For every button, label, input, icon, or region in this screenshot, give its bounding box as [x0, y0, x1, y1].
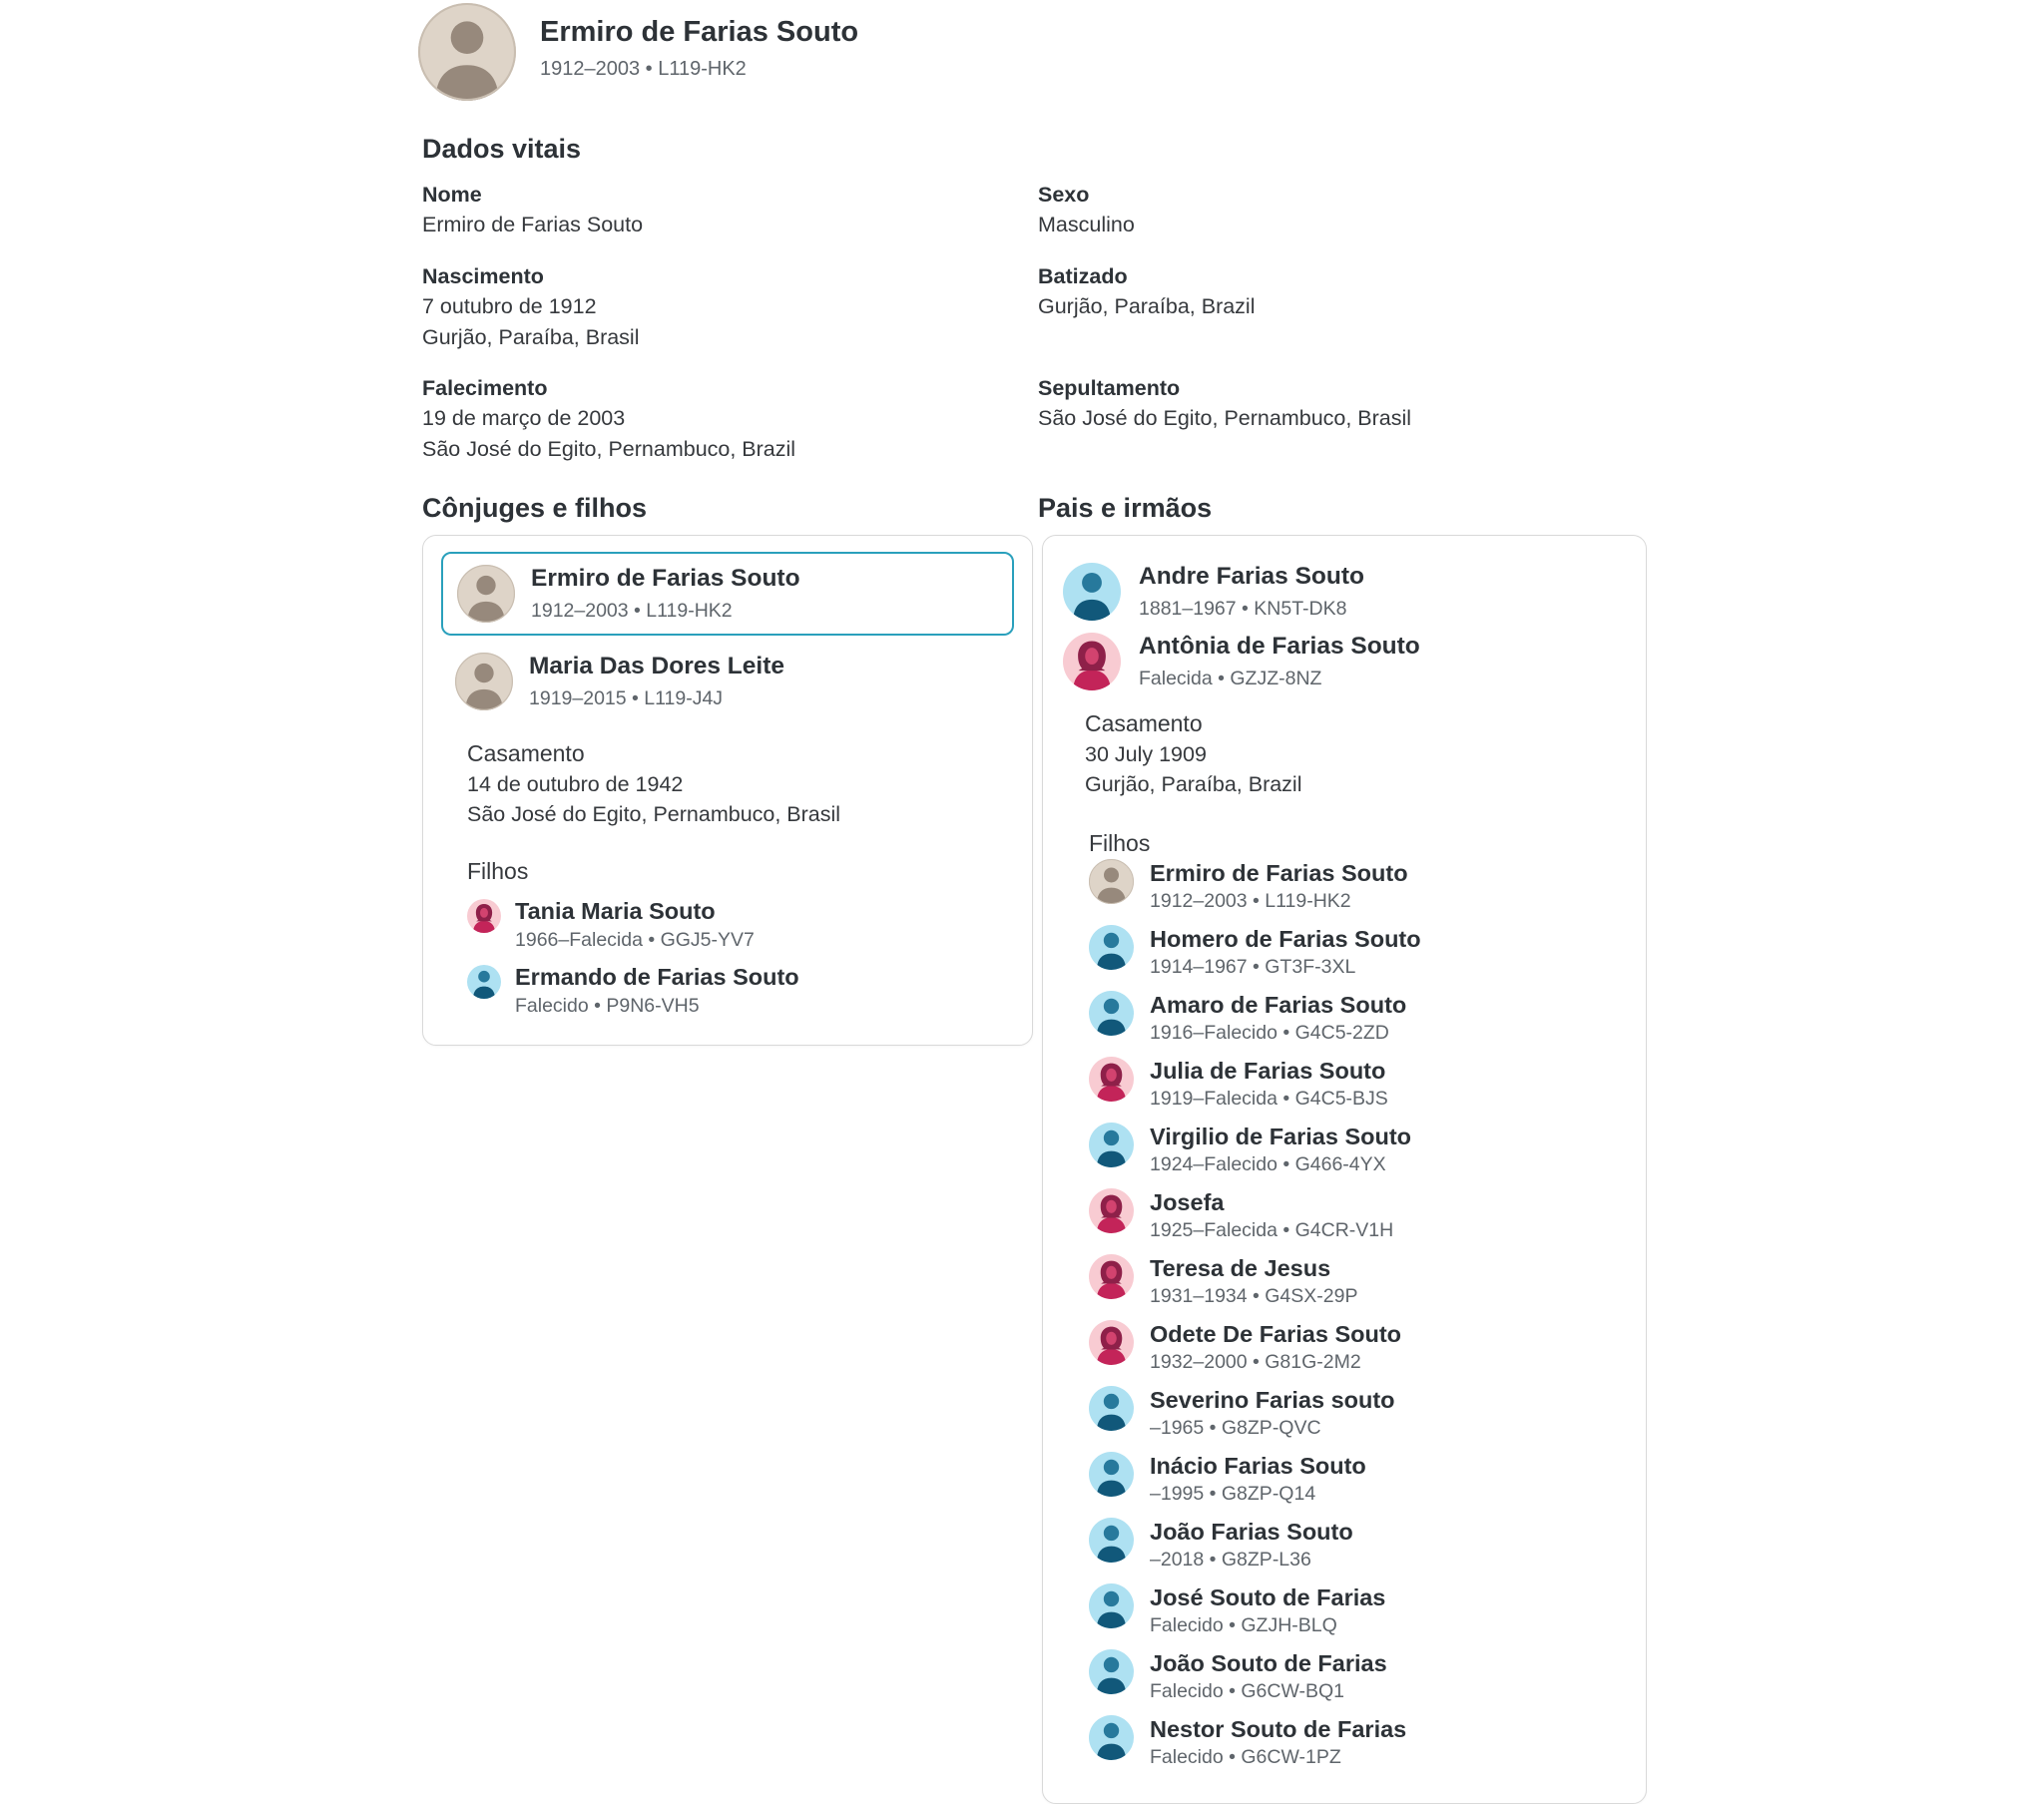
- sibling-row[interactable]: [1089, 1057, 1626, 1115]
- sibling-row[interactable]: [1089, 1583, 1626, 1641]
- person-text: [1150, 1188, 1393, 1246]
- page-title: Ermiro de Farias Souto: [540, 16, 859, 48]
- person-text: [1150, 1123, 1411, 1180]
- person-name: João Souto de Farias: [1150, 1650, 1387, 1676]
- parents-siblings-card: [1042, 535, 1647, 1804]
- person-text: [1150, 1649, 1387, 1707]
- male-silhouette-icon: [1089, 1123, 1134, 1167]
- person-name: Odete De Farias Souto: [1150, 1321, 1402, 1347]
- vital-value: 7 outubro de 1912: [422, 294, 597, 318]
- female-silhouette-icon: [1089, 1188, 1134, 1233]
- person-name: Virgilio de Farias Souto: [1150, 1124, 1412, 1149]
- children-block: [467, 855, 1014, 1019]
- person-text: [1150, 1452, 1366, 1510]
- person-text: [1150, 1254, 1357, 1312]
- person-name: José Souto de Farias: [1150, 1584, 1386, 1610]
- person-text: [1150, 1715, 1406, 1773]
- person-text: [1150, 1320, 1401, 1378]
- vital-label: Nascimento: [422, 264, 544, 288]
- sibling-row[interactable]: [1089, 1123, 1626, 1180]
- male-silhouette-icon: [1089, 1386, 1134, 1431]
- person-text: [1150, 925, 1421, 983]
- person-text: [1139, 562, 1364, 622]
- person-lifespan-id: –2018 • G8ZP-L36: [1150, 1549, 1311, 1571]
- person-text: [1150, 1583, 1385, 1641]
- person-lifespan-id: 1924–Falecido • G466-4YX: [1150, 1153, 1386, 1175]
- male-silhouette-icon: [1063, 563, 1121, 621]
- vital-field-sepultamento: [1038, 373, 1617, 434]
- person-text: [1150, 991, 1406, 1049]
- male-silhouette-icon: [1089, 1518, 1134, 1563]
- person-lifespan-id: Falecida • GZJZ-8NZ: [1139, 668, 1322, 689]
- person-name: Josefa: [1150, 1189, 1225, 1215]
- vital-label: Sexo: [1038, 183, 1090, 207]
- marriage-label: Casamento: [467, 740, 585, 766]
- sibling-row[interactable]: [1089, 1452, 1626, 1510]
- vital-value: Ermiro de Farias Souto: [422, 213, 644, 236]
- vitals-section-title: Dados vitais: [422, 134, 582, 164]
- person-lifespan-id: 1912–2003 • L119-HK2: [540, 58, 747, 80]
- person-name: Inácio Farias Souto: [1150, 1453, 1366, 1479]
- male-silhouette-icon: [1089, 1583, 1134, 1628]
- person-text: [1150, 859, 1408, 917]
- person-lifespan-id: Falecido • G6CW-BQ1: [1150, 1680, 1345, 1702]
- person-lifespan-id: Falecido • GZJH-BLQ: [1150, 1614, 1337, 1636]
- vital-value: Gurjão, Paraíba, Brasil: [422, 325, 640, 349]
- female-silhouette-icon: [1089, 1254, 1134, 1299]
- sibling-row[interactable]: [1089, 1715, 1626, 1773]
- person-lifespan-id: 1881–1967 • KN5T-DK8: [1139, 598, 1347, 620]
- spouses-section-title: Cônjuges e filhos: [422, 493, 648, 523]
- person-name: Nestor Souto de Farias: [1150, 1716, 1407, 1742]
- person-name: Severino Farias souto: [1150, 1387, 1395, 1413]
- siblings-block: [1089, 827, 1626, 1773]
- male-silhouette-icon: [1089, 991, 1134, 1036]
- person-lifespan-id: Falecido • P9N6-VH5: [515, 995, 700, 1017]
- spouse-row[interactable]: [441, 642, 1014, 721]
- vital-value: Masculino: [1038, 213, 1135, 236]
- vital-value: Gurjão, Paraíba, Brazil: [1038, 294, 1256, 318]
- person-lifespan-id: 1919–2015 • L119-J4J: [529, 687, 724, 709]
- vital-label: Falecimento: [422, 376, 548, 400]
- sibling-row[interactable]: [1089, 925, 1626, 983]
- person-lifespan-id: 1912–2003 • L119-HK2: [531, 600, 733, 622]
- parents-section-title: Pais e irmãos: [1038, 493, 1213, 523]
- male-silhouette-icon: [1089, 1649, 1134, 1694]
- vital-field-nascimento: [422, 261, 1001, 353]
- person-lifespan-id: 1925–Falecida • G4CR-V1H: [1150, 1219, 1394, 1241]
- children-label: Filhos: [1089, 830, 1151, 856]
- person-text: [515, 897, 755, 953]
- person-lifespan-id: 1912–2003 • L119-HK2: [1150, 890, 1351, 912]
- person-text: [529, 652, 784, 711]
- marriage-block: [467, 737, 1014, 829]
- male-silhouette-icon: [467, 965, 501, 999]
- female-silhouette-icon: [1089, 1057, 1134, 1102]
- person-name: Ermiro de Farias Souto: [1150, 860, 1408, 886]
- person-name: Antônia de Farias Souto: [1139, 633, 1420, 660]
- marriage-date: 30 July 1909: [1085, 742, 1207, 766]
- marriage-date: 14 de outubro de 1942: [467, 772, 684, 796]
- person-lifespan-id: 1914–1967 • GT3F-3XL: [1150, 956, 1356, 978]
- person-name: João Farias Souto: [1150, 1519, 1353, 1545]
- vital-value: São José do Egito, Pernambuco, Brasil: [1038, 406, 1412, 430]
- vital-value: São José do Egito, Pernambuco, Brazil: [422, 437, 796, 461]
- person-name: Ermando de Farias Souto: [515, 964, 799, 990]
- vital-field-sexo: [1038, 180, 1617, 240]
- person-lifespan-id: 1966–Falecida • GGJ5-YV7: [515, 929, 755, 951]
- person-name: Julia de Farias Souto: [1150, 1058, 1386, 1084]
- sibling-row[interactable]: [1089, 1320, 1626, 1378]
- person-text: [1139, 632, 1420, 691]
- marriage-place: Gurjão, Paraíba, Brazil: [1085, 772, 1302, 796]
- person-lifespan-id: 1931–1934 • G4SX-29P: [1150, 1285, 1358, 1307]
- person-lifespan-id: 1916–Falecido • G4C5-2ZD: [1150, 1022, 1389, 1044]
- person-lifespan-id: –1995 • G8ZP-Q14: [1150, 1483, 1316, 1505]
- male-silhouette-icon: [1089, 925, 1134, 970]
- vital-field-batizado: [1038, 261, 1617, 322]
- sibling-row[interactable]: [1089, 1649, 1626, 1707]
- female-silhouette-icon: [1089, 1320, 1134, 1365]
- person-name: Maria Das Dores Leite: [529, 653, 784, 679]
- vital-label: Sepultamento: [1038, 376, 1181, 400]
- vital-field-nome: [422, 180, 1001, 240]
- photo-avatar: [457, 565, 515, 623]
- person-name: Teresa de Jesus: [1150, 1255, 1331, 1281]
- person-lifespan-id: Falecido • G6CW-1PZ: [1150, 1746, 1341, 1768]
- photo-avatar: [418, 3, 516, 101]
- person-lifespan-id: –1965 • G8ZP-QVC: [1150, 1417, 1321, 1439]
- marriage-block: [1085, 707, 1626, 799]
- marriage-place: São José do Egito, Pernambuco, Brasil: [467, 802, 841, 826]
- person-name: Ermiro de Farias Souto: [531, 565, 800, 592]
- sibling-row[interactable]: [1089, 859, 1626, 917]
- person-name: Amaro de Farias Souto: [1150, 992, 1407, 1018]
- sibling-row[interactable]: [1089, 1386, 1626, 1444]
- person-lifespan-id: 1919–Falecida • G4C5-BJS: [1150, 1088, 1388, 1110]
- child-row[interactable]: [467, 897, 1014, 953]
- mother-row[interactable]: [1063, 632, 1626, 691]
- person-header: [418, 3, 858, 101]
- person-header-text: [540, 3, 858, 81]
- vital-value: 19 de março de 2003: [422, 406, 626, 430]
- person-name: Tania Maria Souto: [515, 898, 716, 924]
- sibling-row[interactable]: [1089, 1254, 1626, 1312]
- person-text: [1150, 1518, 1353, 1576]
- selected-person-row[interactable]: [441, 552, 1014, 636]
- child-row[interactable]: [467, 963, 1014, 1019]
- female-silhouette-icon: [467, 899, 501, 933]
- person-lifespan-id: 1932–2000 • G81G-2M2: [1150, 1351, 1361, 1373]
- vital-label: Batizado: [1038, 264, 1128, 288]
- person-text: [1150, 1057, 1388, 1115]
- children-label: Filhos: [467, 858, 529, 884]
- spouses-children-card: [422, 535, 1033, 1046]
- person-name: Andre Farias Souto: [1139, 563, 1364, 590]
- photo-avatar: [455, 653, 513, 710]
- person-text: [1150, 1386, 1395, 1444]
- father-row[interactable]: [1063, 562, 1626, 622]
- sibling-row[interactable]: [1089, 1188, 1626, 1246]
- male-silhouette-icon: [1089, 1715, 1134, 1760]
- sibling-row[interactable]: [1089, 991, 1626, 1049]
- person-name: Homero de Farias Souto: [1150, 926, 1421, 952]
- photo-avatar: [1089, 859, 1134, 904]
- vital-label: Nome: [422, 183, 482, 207]
- vital-field-falecimento: [422, 373, 1001, 465]
- sibling-row[interactable]: [1089, 1518, 1626, 1576]
- person-text: [515, 963, 799, 1019]
- male-silhouette-icon: [1089, 1452, 1134, 1497]
- female-silhouette-icon: [1063, 633, 1121, 690]
- marriage-label: Casamento: [1085, 710, 1203, 736]
- person-text: [531, 564, 800, 624]
